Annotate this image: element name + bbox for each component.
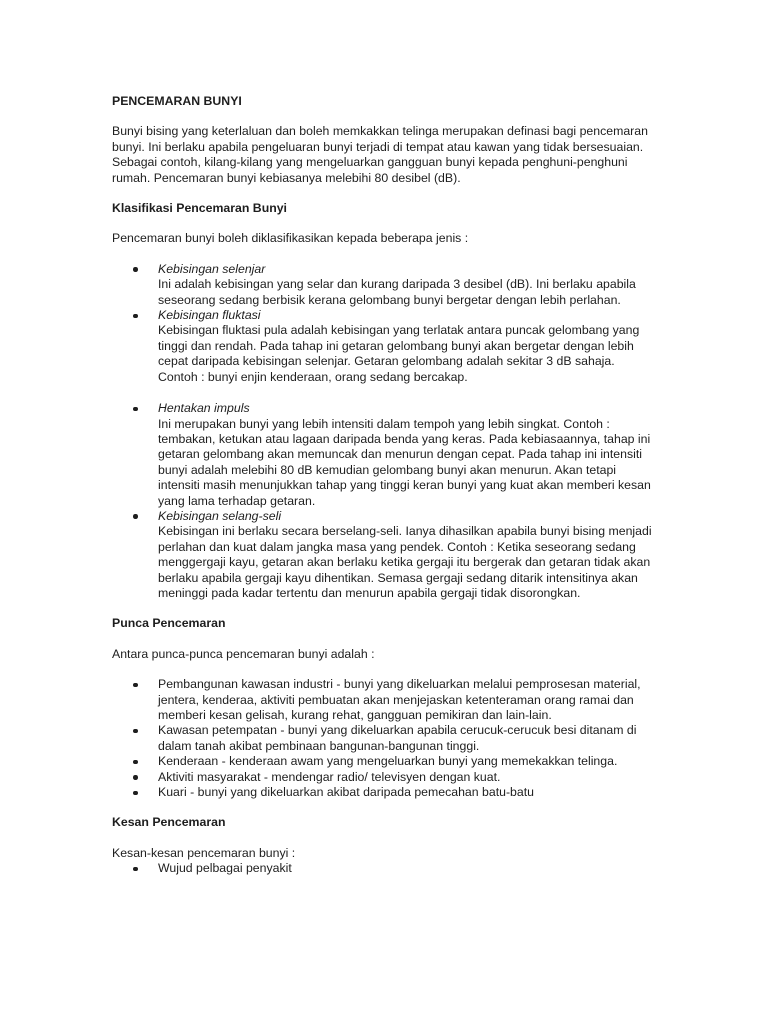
list-item <box>112 308 657 385</box>
list-item: Wujud pelbagai penyakit <box>112 861 657 876</box>
list-item-desc: Ini adalah kebisingan yang selar dan kurang daripada 3 desibel (dB). Ini berlaku apabila seseorang sedang berbisik kerana gelombang bunyi bergetar dengan lebih perlahan. <box>158 277 636 307</box>
punca-intro: Antara punca-punca pencemaran bunyi adalah : <box>112 646 375 661</box>
intro-paragraph: Bunyi bising yang keterlaluan dan boleh memkakkan telinga merupakan definasi bagi pencemaran bunyi. Ini berlaku apabila pengeluaran bunyi terjadi di tempat atau kawan yang tidak bersesuaian. Sebagai contoh, kilang-kilang yang mengeluarkan gangguan bunyi kepada penghuni-penghuni rumah. Pencemaran bunyi kebiasanya melebihi 80 desibel (dB). <box>112 124 648 185</box>
heading-klasifikasi: Klasifikasi Pencemaran Bunyi <box>112 201 287 216</box>
bullet-icon <box>133 314 138 319</box>
list-item-desc: Ini merupakan bunyi yang lebih intensiti dalam tempoh yang lebih singkat. Contoh : tembakan, ketukan atau lagaan daripada benda yang keras. Pada kebiasaannya, tahap ini getaran gelombang akan memuncak dan menurun dengan cepat. Pada tahap ini intensiti bunyi adalah melebihi 80 dB kemudian gelombang bunyi akan menurun. Akan tetapi intensiti masih menunjukkan tahap yang tinggi keran bunyi yang kuat akan memberi kesan yang lama terhadap getaran. <box>158 416 651 508</box>
kesan-list <box>112 861 657 876</box>
bullet-icon <box>133 407 138 412</box>
bullet-icon <box>133 791 138 796</box>
bullet-icon <box>133 760 138 765</box>
list-item-term: Kebisingan fluktasi <box>158 308 261 323</box>
bullet-icon <box>133 867 138 872</box>
list-item-term: Kebisingan selenjar <box>158 261 266 276</box>
bullet-icon <box>133 729 138 734</box>
list-item: Aktiviti masyarakat - mendengar radio/ televisyen dengan kuat. <box>112 770 657 785</box>
bullet-icon <box>133 683 138 688</box>
bullet-icon <box>133 267 138 272</box>
list-item-term: Hentakan impuls <box>158 401 250 416</box>
heading-kesan: Kesan Pencemaran <box>112 815 226 830</box>
bullet-icon <box>133 514 138 519</box>
punca-list <box>112 677 657 800</box>
heading-punca: Punca Pencemaran <box>112 616 226 631</box>
list-item: Pembangunan kawasan industri - bunyi yang dikeluarkan melalui pemprosesan material, jentera, kenderaa, aktiviti pembuatan akan menjejaskan ketenteraman orang ramai dan memberi kesan gelisah, kurang rehat, gangguan pemikiran dan lain-lain. <box>112 677 657 723</box>
document-title: PENCEMARAN BUNYI <box>112 94 242 108</box>
list-item: Kawasan petempatan - bunyi yang dikeluarkan apabila cerucuk-cerucuk besi ditanam di dalam tanah akibat pembinaan bangunan-bangunan tinggi. <box>112 723 657 754</box>
document-page <box>112 94 657 877</box>
klasifikasi-intro: Pencemaran bunyi boleh diklasifikasikan kepada beberapa jenis : <box>112 231 469 246</box>
list-item-desc: Kebisingan ini berlaku secara berselang-seli. Ianya dihasilkan apabila bunyi bising menjadi perlahan dan kuat dalam jangka masa yang pendek. Contoh : Ketika seseorang sedang menggergaji kayu, getaran akan berlaku ketika gergaji itu bergerak dan getaran tidak akan berlaku apabila gergaji kayu dihentikan. Semasa gergaji sedang ditarik intensitinya akan meninggi pada kadar tertentu dan menurun apabila gergaji tidak disorongkan. <box>158 524 652 600</box>
list-item: Kuari - bunyi yang dikeluarkan akibat daripada pemecahan batu-batu <box>112 785 657 800</box>
list-item <box>112 401 657 509</box>
klasifikasi-list <box>112 262 657 602</box>
list-item <box>112 509 657 601</box>
kesan-intro: Kesan-kesan pencemaran bunyi : <box>112 845 296 860</box>
bullet-icon <box>133 775 138 780</box>
list-item: Kenderaan - kenderaan awam yang mengeluarkan bunyi yang memekakkan telinga. <box>112 754 657 769</box>
list-item-desc: Kebisingan fluktasi pula adalah kebisingan yang terlatak antara puncak gelombang yang tinggi dan rendah. Pada tahap ini getaran gelombang bunyi akan bergetar dengan lebih cepat daripada kebisingan selenjar. Getaran gelombang adalah sekitar 3 dB sahaja. Contoh : bunyi enjin kenderaan, orang sedang bercakap. <box>158 323 640 384</box>
list-item-term: Kebisingan selang-seli <box>158 508 282 523</box>
list-item <box>112 262 657 308</box>
